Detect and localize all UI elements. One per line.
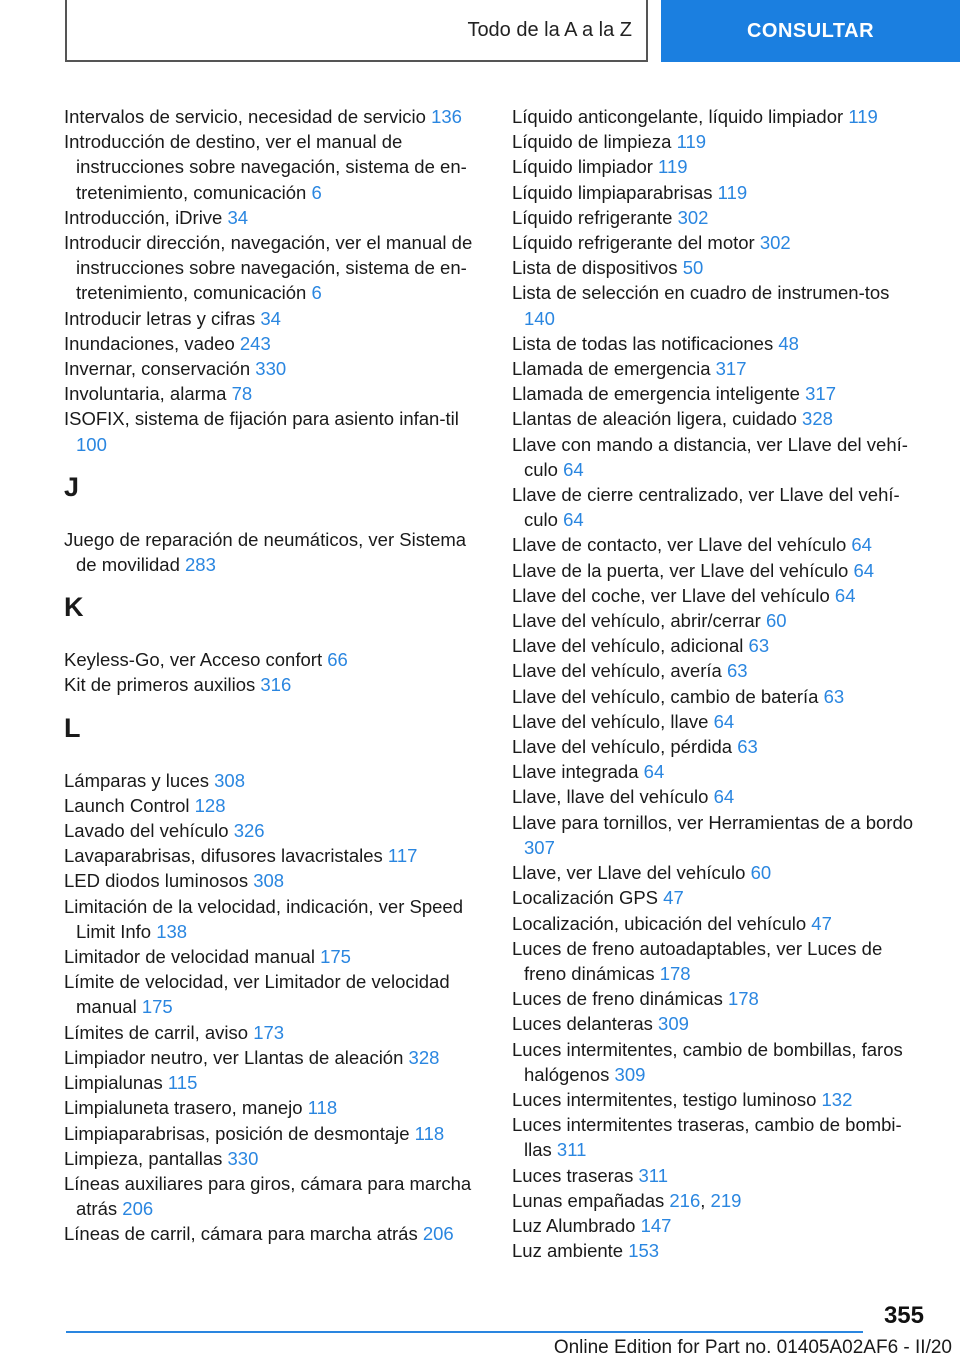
- index-entry: [64, 1095, 484, 1120]
- page-link[interactable]: 308: [214, 769, 245, 791]
- page-link[interactable]: 78: [231, 383, 253, 405]
- index-entry: [64, 647, 484, 672]
- page-link[interactable]: 330: [227, 1147, 259, 1169]
- index-entry: [512, 230, 922, 255]
- index-letter-heading: K: [64, 592, 84, 623]
- index-entry: [64, 868, 484, 893]
- page-link[interactable]: 117: [387, 845, 418, 867]
- page-link[interactable]: 50: [682, 257, 704, 279]
- page-link[interactable]: 60: [765, 610, 787, 632]
- index-entry: [64, 406, 484, 456]
- index-entry-text: Lavaparabrisas, difusores lavacristales: [64, 845, 383, 867]
- index-entry-text: Luces intermitentes, testigo luminoso: [512, 1088, 817, 1110]
- index-entry: [512, 205, 922, 230]
- index-entry: [64, 1146, 484, 1171]
- index-entry-text: Llave de cierre centralizado, ver Llave del vehí-culo: [512, 484, 900, 531]
- index-entry: [512, 759, 922, 784]
- index-entry: [512, 633, 922, 658]
- page-link[interactable]: 283: [185, 554, 216, 576]
- page-link[interactable]: 34: [260, 307, 281, 329]
- page-link[interactable]: 316: [260, 674, 292, 696]
- index-entry-text: Líquido limpiador: [512, 156, 653, 178]
- index-entry-text: Limpieza, pantallas: [64, 1147, 223, 1169]
- page-link[interactable]: 178: [727, 988, 759, 1010]
- index-entry: [64, 1045, 484, 1070]
- page-link[interactable]: 6: [311, 282, 322, 304]
- index-entry-text: Llamada de emergencia inteligente: [512, 383, 800, 405]
- page-link[interactable]: 128: [194, 794, 226, 816]
- page-link[interactable]: 309: [658, 1013, 689, 1035]
- page-link[interactable]: 140: [524, 307, 555, 329]
- index-entry: [64, 818, 484, 843]
- index-entry-text: Llave del vehículo, avería: [512, 660, 722, 682]
- index-entry-text: Luz ambiente: [512, 1240, 624, 1262]
- index-entry-text: Limpialuneta trasero, manejo: [64, 1097, 303, 1119]
- index-entry-text: Introducir dirección, navegación, ver el manual de instrucciones sobre navegación, sistema de en-tretenimiento, comunicación: [64, 232, 473, 304]
- index-entry: [64, 944, 484, 969]
- page-link[interactable]: 119: [848, 106, 878, 127]
- index-entry-text: Llave del vehículo, pérdida: [512, 736, 733, 758]
- header-tabs: [65, 0, 960, 62]
- index-entry: [64, 356, 484, 381]
- index-entry-text: ISOFIX, sistema de fijación para asiento infan-til: [64, 408, 459, 430]
- index-entry-text: Líneas de carril, cámara para marcha atrás: [64, 1223, 418, 1245]
- page-link[interactable]: 64: [643, 761, 665, 783]
- page-link[interactable]: 63: [748, 635, 770, 657]
- index-entry-text: Limpiador neutro, ver Llantas de aleación: [64, 1046, 404, 1068]
- index-entry-text: Líneas auxiliares para giros, cámara para marcha atrás: [64, 1172, 472, 1220]
- index-entry-text: Introducir letras y cifras: [64, 307, 256, 329]
- index-entry: [512, 1087, 922, 1112]
- index-entry-text: Líquido limpiaparabrisas: [512, 181, 713, 203]
- index-entry: [64, 969, 484, 1019]
- page-link[interactable]: 243: [239, 332, 271, 354]
- index-entry-text: Luces de freno autoadaptables, ver Luces de freno dinámicas: [512, 937, 883, 984]
- page-link[interactable]: 206: [122, 1198, 154, 1220]
- index-entry: [512, 784, 922, 809]
- page-link[interactable]: 219: [710, 1189, 742, 1211]
- index-entry-text: Lista de todas las notificaciones: [512, 332, 774, 354]
- index-entry-text: Llave integrada: [512, 761, 639, 783]
- index-entry: [512, 532, 922, 557]
- index-entry-text: Keyless-Go, ver Acceso confort: [64, 649, 323, 671]
- index-entry-text: Localización GPS: [512, 887, 659, 909]
- index-entry: [64, 793, 484, 818]
- index-entry: [64, 527, 484, 577]
- page-link[interactable]: 216: [669, 1189, 701, 1211]
- page-link[interactable]: 66: [327, 649, 348, 671]
- page-link[interactable]: 47: [663, 887, 684, 909]
- page-link[interactable]: 118: [414, 1122, 445, 1144]
- page-link[interactable]: 100: [76, 433, 107, 455]
- page-link[interactable]: 119: [658, 156, 688, 178]
- index-entry: [64, 306, 484, 331]
- index-entry-text: Lista de dispositivos: [512, 257, 678, 279]
- page-link[interactable]: 64: [563, 458, 584, 480]
- page-link[interactable]: 64: [851, 534, 872, 556]
- page-link[interactable]: 136: [431, 106, 462, 127]
- page-link[interactable]: 307: [524, 836, 555, 858]
- tab-index-label: Todo de la A a la Z: [467, 18, 632, 41]
- page-link[interactable]: 317: [805, 383, 836, 405]
- page-link[interactable]: 60: [750, 862, 772, 884]
- page-link[interactable]: 47: [811, 912, 832, 934]
- index-entry: [64, 129, 484, 205]
- index-letter-heading: L: [64, 712, 81, 743]
- index-entry: [64, 104, 484, 129]
- index-entry-text: Líquido de limpieza: [512, 131, 672, 153]
- index-entry-text: Llave para tornillos, ver Herramientas de a bordo: [512, 811, 914, 833]
- page-number: 355: [883, 1302, 924, 1329]
- index-entry-text: Luces intermitentes, cambio de bombillas, faros halógenos: [512, 1038, 903, 1085]
- index-entry-text: Luces de freno dinámicas: [512, 988, 723, 1010]
- index-entry: [512, 180, 922, 205]
- index-entry: [512, 129, 922, 154]
- index-entry-text: Juego de reparación de neumáticos, ver Sistema de movilidad: [64, 528, 467, 576]
- page-link[interactable]: 138: [156, 920, 188, 942]
- index-entry: [512, 885, 922, 910]
- page-link[interactable]: 311: [556, 1139, 587, 1161]
- index-entry-text: Llave del vehículo, cambio de batería: [512, 685, 819, 707]
- index-entry: [512, 658, 922, 683]
- index-entry-text: Kit de primeros auxilios: [64, 674, 256, 696]
- index-entry-text: Introducción, iDrive: [64, 206, 223, 228]
- index-entry: [64, 331, 484, 356]
- index-entry-text: Invernar, conservación: [64, 358, 251, 380]
- index-entry: [64, 843, 484, 868]
- page-link[interactable]: 118: [307, 1097, 338, 1119]
- index-entry: [64, 768, 484, 793]
- index-entry-text: Luces delanteras: [512, 1013, 653, 1035]
- index-entry-text: Llave con mando a distancia, ver Llave del vehí-culo: [512, 433, 908, 480]
- page-link[interactable]: 309: [614, 1063, 646, 1085]
- page-link[interactable]: 119: [676, 131, 707, 153]
- page-link[interactable]: 153: [628, 1240, 660, 1262]
- index-entry: [512, 860, 922, 885]
- page-link[interactable]: 330: [255, 358, 287, 380]
- page-link[interactable]: 175: [141, 996, 173, 1018]
- index-entry-text: Llamada de emergencia: [512, 358, 711, 380]
- index-entry-text: Límite de velocidad, ver Limitador de velocidad manual: [64, 971, 450, 1018]
- index-entry: [512, 406, 922, 431]
- index-entry: [512, 482, 922, 532]
- page-link[interactable]: 308: [253, 870, 285, 892]
- index-entry: [512, 709, 922, 734]
- index-entry: [64, 1221, 484, 1246]
- index-entry-text: Limitador de velocidad manual: [64, 946, 315, 968]
- index-entry: [512, 280, 922, 330]
- page-link[interactable]: 175: [320, 946, 351, 968]
- index-entry-text: Lunas empañadas: [512, 1189, 665, 1211]
- page-link[interactable]: 326: [233, 820, 265, 842]
- index-entry-text: Llave de la puerta, ver Llave del vehículo: [512, 559, 849, 581]
- page-link[interactable]: 64: [834, 584, 856, 606]
- page-link[interactable]: 317: [715, 358, 747, 380]
- index-entry: [64, 1070, 484, 1095]
- index-entry-text: Llave del vehículo, abrir/cerrar: [512, 610, 761, 632]
- page-link[interactable]: 132: [821, 1088, 853, 1110]
- index-entry: [512, 356, 922, 381]
- index-entry-text: Llave del coche, ver Llave del vehículo: [512, 584, 830, 606]
- index-entry: [64, 230, 484, 306]
- index-entry-text: LED diodos luminosos: [64, 870, 249, 892]
- page-link[interactable]: 302: [759, 232, 791, 254]
- index-entry-text: Localización, ubicación del vehículo: [512, 912, 807, 934]
- index-entry-text: Limitación de la velocidad, indicación, ver Speed Limit Info: [64, 895, 464, 942]
- index-letter-heading: J: [64, 471, 80, 502]
- index-entry-text: Lámparas y luces: [64, 769, 209, 791]
- index-entry: [64, 894, 484, 944]
- page-link[interactable]: 178: [659, 962, 691, 984]
- page-link[interactable]: 311: [638, 1164, 668, 1186]
- tab-consult[interactable]: [661, 0, 960, 62]
- index-entry-text: Líquido refrigerante del motor: [512, 232, 755, 254]
- index-entry-text: Introducción de destino, ver el manual de instrucciones sobre navegación, sistema de en-tretenimiento, comunicación: [64, 131, 467, 203]
- index-entry-text: Intervalos de servicio, necesidad de servicio: [64, 106, 426, 127]
- index-entry: [512, 583, 922, 608]
- page-link[interactable]: 206: [422, 1223, 454, 1245]
- page-link[interactable]: 48: [778, 332, 799, 354]
- index-entry-text: Launch Control: [64, 794, 190, 816]
- page-link[interactable]: 64: [853, 559, 875, 581]
- index-entry-text: Llave, ver Llave del vehículo: [512, 862, 746, 884]
- index-entry-text: Involuntaria, alarma: [64, 383, 227, 405]
- index-entry: [512, 1213, 922, 1238]
- index-column-right: [512, 104, 922, 1263]
- index-entry: [512, 255, 922, 280]
- index-entry-text: Luces traseras: [512, 1164, 634, 1186]
- page-link[interactable]: 6: [311, 181, 322, 203]
- index-entry-text: Llave del vehículo, adicional: [512, 635, 744, 657]
- index-entry: [64, 381, 484, 406]
- page-link[interactable]: 64: [713, 786, 735, 808]
- index-entry: [64, 1020, 484, 1045]
- index-entry: [512, 381, 922, 406]
- page-link[interactable]: 328: [408, 1046, 440, 1068]
- index-entry-text: Líquido refrigerante: [512, 206, 673, 228]
- page-link[interactable]: 34: [227, 206, 249, 228]
- page-link[interactable]: 119: [717, 181, 748, 203]
- index-entry-text: Llave del vehículo, llave: [512, 710, 709, 732]
- index-entry-text: Lista de selección en cuadro de instrumen-tos: [512, 282, 890, 304]
- index-entry-text: Límites de carril, aviso: [64, 1021, 249, 1043]
- page-link[interactable]: 302: [677, 206, 709, 228]
- index-entry: [512, 558, 922, 583]
- index-entry: [512, 1037, 922, 1087]
- index-entry: [512, 734, 922, 759]
- page-link[interactable]: 328: [802, 408, 833, 430]
- index-entry: Lunas empañadas 216, 219: [512, 1189, 742, 1211]
- index-entry-text: Luces intermitentes traseras, cambio de bombi-llas: [512, 1114, 902, 1161]
- index-entry: [512, 1112, 922, 1162]
- page-link[interactable]: 64: [713, 710, 735, 732]
- index-entry-text: Limpiaparabrisas, posición de desmontaje: [64, 1122, 410, 1144]
- index-entry: [64, 672, 484, 697]
- index-entry: [512, 936, 922, 986]
- index-column-left: [64, 104, 484, 1247]
- footer-divider: [66, 1331, 863, 1333]
- index-entry-text: Inundaciones, vadeo: [64, 332, 235, 354]
- page-link[interactable]: 173: [253, 1021, 285, 1043]
- index-entry: [512, 104, 922, 129]
- index-entry: [512, 911, 922, 936]
- page-link[interactable]: 63: [726, 660, 748, 682]
- index-entry: [512, 1238, 922, 1263]
- page-link[interactable]: 115: [167, 1072, 198, 1094]
- index-entry: [512, 608, 922, 633]
- index-entry-text: Llave, llave del vehículo: [512, 786, 709, 808]
- index-entry: [64, 1121, 484, 1146]
- index-entry: [512, 1163, 922, 1188]
- page-link[interactable]: 147: [640, 1214, 672, 1236]
- index-entry-text: Líquido anticongelante, líquido limpiador: [512, 106, 844, 127]
- index-entry-text: Lavado del vehículo: [64, 820, 229, 842]
- tab-index[interactable]: [65, 0, 648, 62]
- index-entry-text: Limpialunas: [64, 1072, 163, 1094]
- page-link[interactable]: 63: [737, 736, 758, 758]
- page-link[interactable]: 64: [563, 509, 584, 531]
- page-link[interactable]: 63: [823, 685, 845, 707]
- index-entry-text: Luz Alumbrado: [512, 1214, 636, 1236]
- index-entry-text: Llantas de aleación ligera, cuidado: [512, 408, 797, 430]
- tab-consult-label: CONSULTAR: [746, 19, 875, 42]
- index-entry: [512, 432, 922, 482]
- index-entry: [512, 154, 922, 179]
- index-entry: [512, 684, 922, 709]
- index-entry: [64, 205, 484, 230]
- index-entry-text: Llave de contacto, ver Llave del vehículo: [512, 534, 847, 556]
- footer-edition: Online Edition for Part no. 01405A02AF6 - II/20: [553, 1337, 952, 1358]
- index-entry: [512, 810, 922, 860]
- index-entry: [512, 986, 922, 1011]
- index-entry: [512, 331, 922, 356]
- index-entry: [512, 1011, 922, 1036]
- index-entry: [64, 1171, 484, 1221]
